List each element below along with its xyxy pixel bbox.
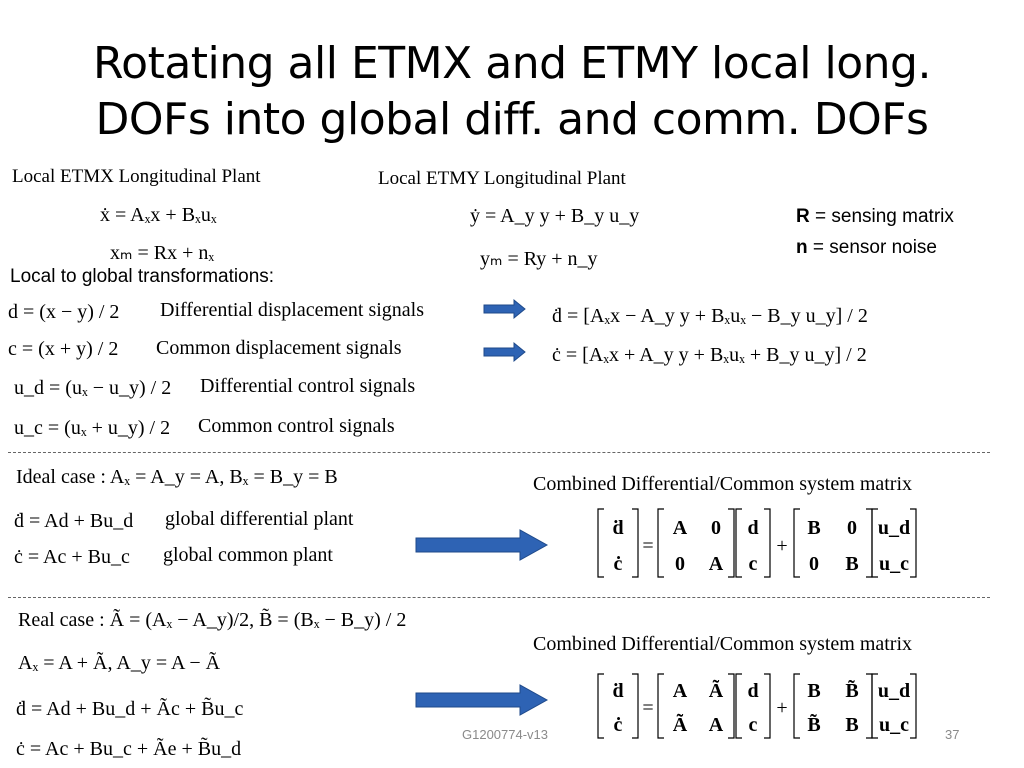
real-state-1: c (748, 714, 758, 736)
slide-title (0, 36, 1024, 148)
ideal-a-00: A (672, 517, 688, 539)
plus-sign: + (776, 535, 788, 557)
transform-eq-d: d = (x − y) / 2 (8, 301, 120, 323)
transform-label-c: Common displacement signals (156, 337, 402, 359)
ideal-a-11: A (708, 553, 724, 575)
legend-n-text: = sensor noise (807, 237, 937, 258)
real-eq-c: ċ = Ac + Bu_c + Ãe + B̃u_d (16, 738, 242, 760)
legend-r-symbol: R (796, 206, 810, 227)
legend-n (796, 237, 937, 259)
transform-label-d: Differential displacement signals (160, 299, 424, 321)
ideal-b-01: 0 (847, 517, 857, 539)
transform-eq-ud: u_d = (uₓ − u_y) / 2 (14, 377, 172, 399)
transform-eq-c: c = (x + y) / 2 (8, 338, 119, 360)
ideal-state-0: d (747, 517, 759, 539)
section-divider (8, 452, 990, 453)
ideal-label-d: global differential plant (165, 508, 354, 530)
transform-label-ud: Differential control signals (200, 375, 416, 397)
real-heading: Real case : Ã = (Aₓ − A_y)/2, B̃ = (Bₓ − B_y) / 2 (18, 609, 407, 631)
etmx-heading: Local ETMX Longitudinal Plant (12, 166, 261, 187)
ideal-a-10: 0 (675, 553, 685, 575)
ideal-input-1: u_c (879, 553, 909, 575)
real-matrix-title: Combined Differential/Common system matrix (533, 633, 913, 655)
ideal-eq-d: ḋ = Ad + Bu_d (14, 510, 134, 532)
ideal-matrix-title: Combined Differential/Common system matrix (533, 473, 913, 495)
arrow-right-icon (484, 342, 526, 362)
title-line-2: DOFs into global diff. and comm. DOFs (95, 94, 929, 145)
ideal-b-10: 0 (809, 553, 819, 575)
equals-sign: = (642, 697, 654, 719)
real-input-1: u_c (879, 714, 909, 736)
ideal-lhs-0: ḋ (612, 517, 624, 539)
transform-label-uc: Common control signals (198, 415, 395, 437)
real-b-10: B̃ (807, 714, 821, 736)
real-b-00: B (807, 680, 821, 702)
etmx-measurement-equation: xₘ = Rx + nₓ (110, 242, 215, 264)
etmy-measurement-equation: yₘ = Ry + n_y (480, 248, 598, 270)
document-id: G1200774-v13 (462, 727, 549, 742)
ideal-b-00: B (807, 517, 821, 539)
ideal-label-c: global common plant (163, 544, 333, 566)
ideal-heading: Ideal case : Aₓ = A_y = A, Bₓ = B_y = B (16, 466, 338, 488)
real-b-01: B̃ (845, 680, 859, 702)
equals-sign: = (642, 535, 654, 557)
legend-r-text: = sensing matrix (809, 206, 954, 227)
real-a-01: Ã (708, 680, 724, 702)
ideal-system-matrix (590, 505, 930, 581)
transform-eq-uc: u_c = (uₓ + u_y) / 2 (14, 417, 171, 439)
legend-r (796, 206, 954, 228)
real-state-0: d (747, 680, 759, 702)
real-system-matrix (590, 670, 930, 742)
etmx-state-equation: ẋ = Aₓx + Bₓuₓ (100, 204, 217, 226)
real-lhs-1: ċ (613, 714, 623, 736)
real-input-0: u_d (877, 680, 911, 702)
arrow-right-icon (416, 685, 548, 715)
real-eq-a-split: Aₓ = A + Ã, A_y = A − Ã (18, 652, 221, 674)
real-a-00: A (672, 680, 688, 702)
page-number: 37 (945, 727, 960, 742)
real-lhs-0: ḋ (612, 680, 624, 702)
arrow-right-icon (484, 299, 526, 319)
transform-heading: Local to global transformations: (10, 266, 275, 287)
title-line-1: Rotating all ETMX and ETMY local long. (93, 38, 931, 89)
arrow-right-icon (416, 530, 548, 560)
section-divider (8, 597, 990, 598)
real-a-11: A (708, 714, 724, 736)
legend-n-symbol: n (796, 237, 808, 258)
ideal-state-1: c (748, 553, 758, 575)
etmy-state-equation: ẏ = A_y y + B_y u_y (470, 205, 640, 227)
ideal-lhs-1: ċ (613, 553, 623, 575)
ideal-input-0: u_d (877, 517, 911, 539)
etmy-heading: Local ETMY Longitudinal Plant (378, 168, 626, 189)
ideal-a-01: 0 (711, 517, 721, 539)
real-a-10: Ã (672, 714, 688, 736)
ideal-eq-c: ċ = Ac + Bu_c (14, 546, 130, 568)
result-d-dot: ḋ = [Aₓx − A_y y + Bₓuₓ − B_y u_y] / 2 (552, 305, 868, 327)
ideal-b-11: B (845, 553, 859, 575)
result-c-dot: ċ = [Aₓx + A_y y + Bₓuₓ + B_y u_y] / 2 (552, 344, 867, 366)
plus-sign: + (776, 697, 788, 719)
real-b-11: B (845, 714, 859, 736)
real-eq-d: ḋ = Ad + Bu_d + Ãc + B̃u_c (16, 698, 244, 720)
